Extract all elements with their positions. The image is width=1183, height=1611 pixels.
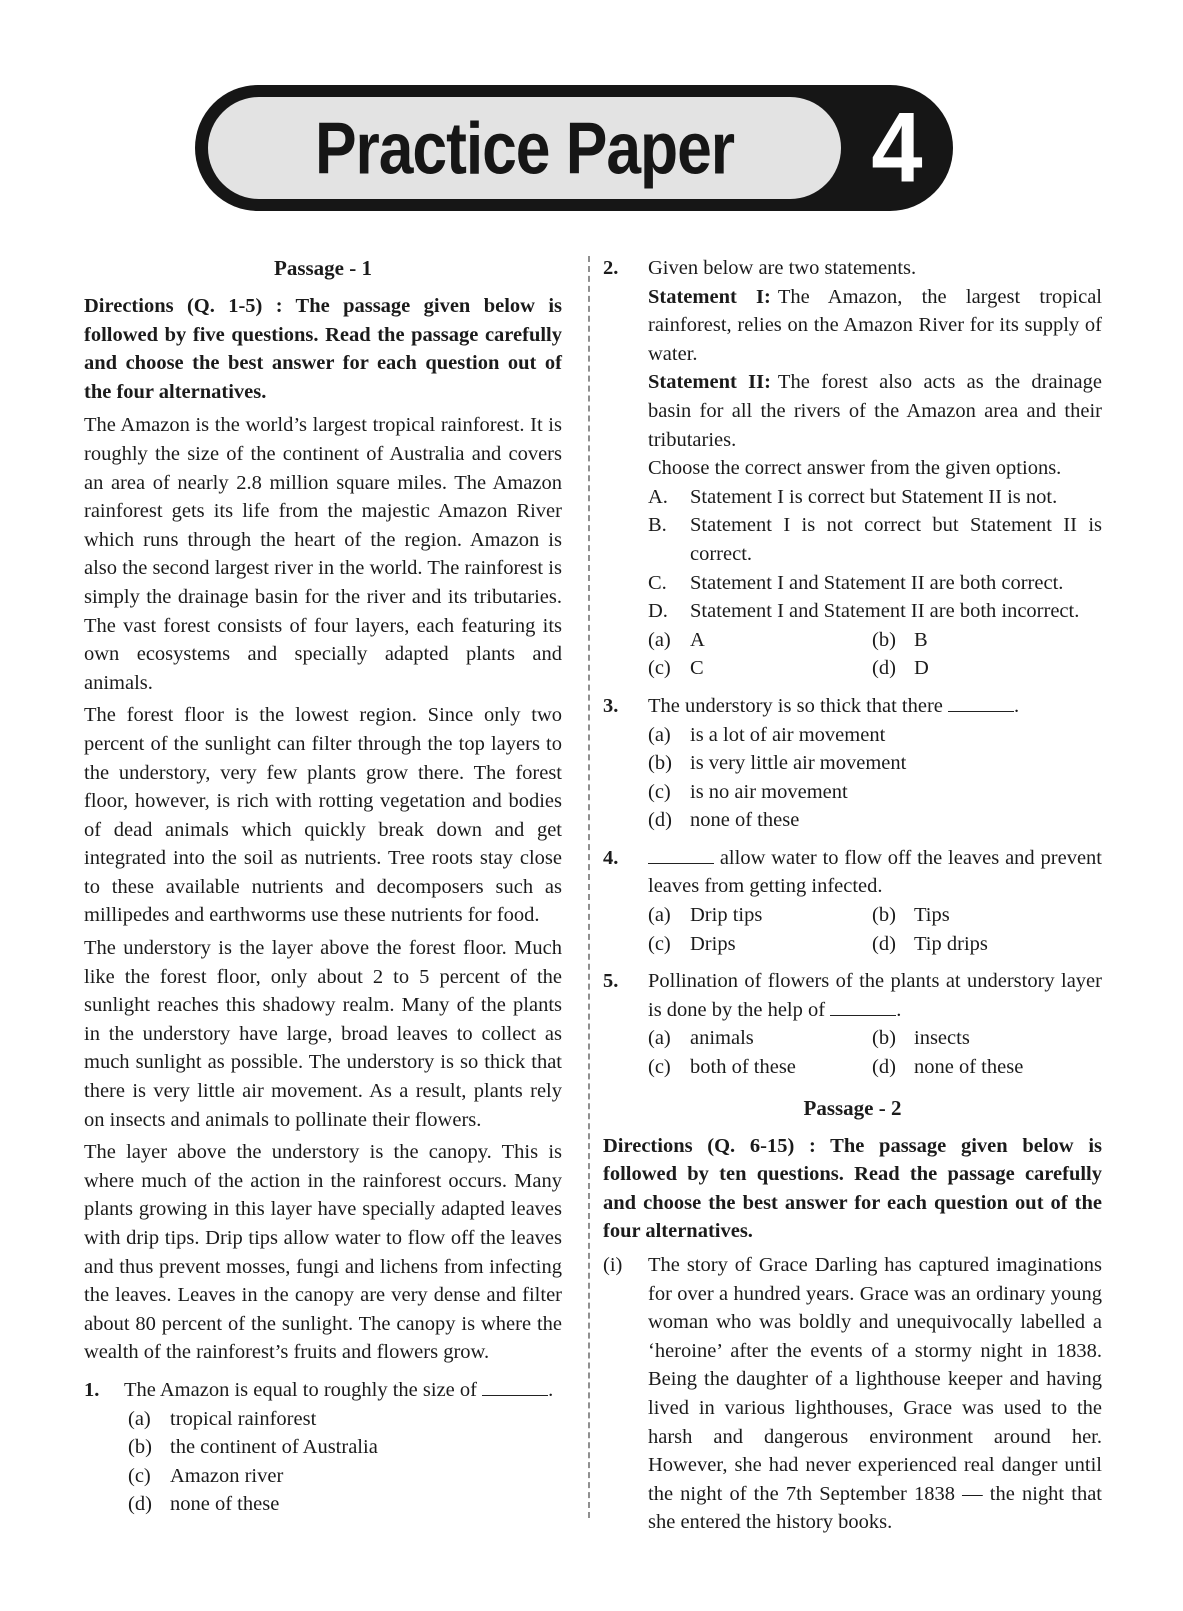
question-text: The Amazon is equal to roughly the size of . [124,1378,554,1401]
directions-q1-5: Directions (Q. 1-5) : The passage given below is followed by five questions. Read the passage carefully and choose the best answer for each question out of the four alternatives. [84,295,562,403]
passage-1-paragraph: The layer above the understory is the canopy. This is where much of the action in the rainforest occurs. Many plants growing in this layer have specially adapted leaves with drip tips. Drip tips allow water to flow off the leaves and thus prevent mosses, fungi and lichens from infecting the leaves. Leaves in the canopy are very dense and filter about 80 percent of the sunlight. The canopy is where the wealth of the rainforest’s fruits and flowers grow. [84,1141,562,1364]
option-b: (b) B [872,628,928,651]
answer-blank [648,862,714,864]
answer-blank [482,1394,548,1396]
option-a: (a) is a lot of air movement [648,723,886,746]
option-b: (b) is very little air movement [648,752,907,775]
option-b: (b) Tips [872,904,950,927]
question-number: 4. [603,846,619,869]
option-c: (c) C [648,657,704,680]
page-title: Practice Paper [314,107,735,189]
directions-q6-15: Directions (Q. 6-15) : The passage given below is followed by ten questions. Read the passage carefully and choose the best answer for each question out of the four alternatives. [603,1134,1102,1243]
lettered-d: D. Statement I and Statement II are both incorrect. [648,600,1080,623]
option-b: (b) the continent of Australia [128,1436,378,1459]
right-column [603,252,1102,1537]
question-intro: Given below are two statements. [648,257,917,279]
lettered-c: C. Statement I and Statement II are both correct. [648,571,1064,594]
lettered-b: B. Statement I is not correct but Statement II is correct. [648,514,1102,565]
left-column [84,252,562,1519]
passage-2-heading: Passage - 2 [803,1095,902,1120]
option-a: (a) A [648,628,705,651]
option-c: (c) is no air movement [648,780,848,803]
option-b: (b) insects [872,1027,970,1050]
question-5 [603,967,1102,1081]
question-text: Pollination of flowers of the plants at understory layer is done by the help of . [648,970,1102,1021]
statement-2: Statement II: The forest also acts as the drainage basin for all the rivers of the Amazon area and their tributaries. [648,371,1102,451]
options-grid [648,1024,1102,1081]
options-grid [648,901,1102,958]
passage-2-paragraph-i [603,1251,1102,1537]
passage-1-paragraph: The understory is the layer above the forest floor. Much like the forest floor, only about 2 to 5 percent of the sunlight reaches this shadowy realm. Many of the plants in the understory have large, broad leaves to collect as much sunlight as possible. The understory is so thick that there is very little air movement. As a result, plants rely on insects and animals to pollinate their flowers. [84,937,562,1131]
question-number: 2. [603,257,619,279]
column-divider [588,256,590,1518]
options-list [124,1405,562,1519]
option-d: (d) none of these [872,1056,1024,1079]
question-3 [603,692,1102,835]
practice-paper-badge [195,85,953,211]
option-a: (a) animals [648,1027,754,1050]
paragraph-text: The story of Grace Darling has captured imaginations for over a hundred years. Grace was an ordinary young woman who was boldly and unequivocally labelled a ‘heroine’ after the events of a stormy night in 1838. Being the daughter of a lighthouse keeper and having lived in various lighthouses, Grace was used to the harsh and dangerous environment around her. However, she had never experienced real danger until the night of the 7th September 1838 — the night that she entered the history books. [648,1254,1102,1534]
question-number: 5. [603,970,619,993]
paragraph-label: (i) [603,1254,623,1276]
options-grid [648,626,1102,683]
choose-line: Choose the correct answer from the given options. [648,457,1062,480]
question-text: The understory is so thick that there . [648,694,1020,717]
paper-number: 4 [871,92,923,203]
question-1 [84,1376,562,1519]
question-2 [603,254,1102,683]
lettered-statements [648,483,1102,626]
answer-blank [830,1014,896,1016]
option-d: (d) none of these [648,809,800,832]
statement-1: Statement I: The Amazon, the largest tropical rainforest, relies on the Amazon River for its supply of water. [648,285,1102,365]
answer-blank [948,710,1014,712]
question-4 [603,844,1102,958]
title-pill [208,97,841,199]
lettered-a: A. Statement I is correct but Statement II is not. [648,485,1058,508]
option-d: (d) D [872,657,929,680]
option-c: (c) Drips [648,932,736,955]
option-c: (c) Amazon river [128,1464,284,1487]
question-number: 1. [84,1378,100,1401]
passage-1-paragraph: The forest floor is the lowest region. Since only two percent of the sunlight can filter through the top layers to the understory, very few plants grow there. The forest floor, however, is rich with rotting vegetation and bodies of dead animals which quickly break down and get integrated into the soil as nutrients. Tree roots stay close to these available nutrients and decomposers such as millipedes and earthworms use these nutrients for food. [84,704,562,927]
option-a: (a) Drip tips [648,904,763,927]
question-number: 3. [603,694,619,717]
options-list [648,721,1102,835]
passage-1-paragraph: The Amazon is the world’s largest tropical rainforest. It is roughly the size of the continent of Australia and covers an area of nearly 2.8 million square miles. The Amazon rainforest gets its life from the majestic Amazon River which runs through the heart of the region. Amazon is also the second largest river in the world. The rainforest is simply the drainage basin for the river and its tributaries. The vast forest consists of four layers, each featuring its own ecosystems and specially adapted plants and animals. [84,414,562,694]
option-d: (d) Tip drips [872,932,988,955]
option-d: (d) none of these [128,1493,280,1516]
option-c: (c) both of these [648,1056,796,1079]
question-text: allow water to flow off the leaves and prevent leaves from getting infected. [648,846,1102,898]
passage-1-heading: Passage - 1 [274,256,372,280]
option-a: (a) tropical rainforest [128,1407,317,1430]
